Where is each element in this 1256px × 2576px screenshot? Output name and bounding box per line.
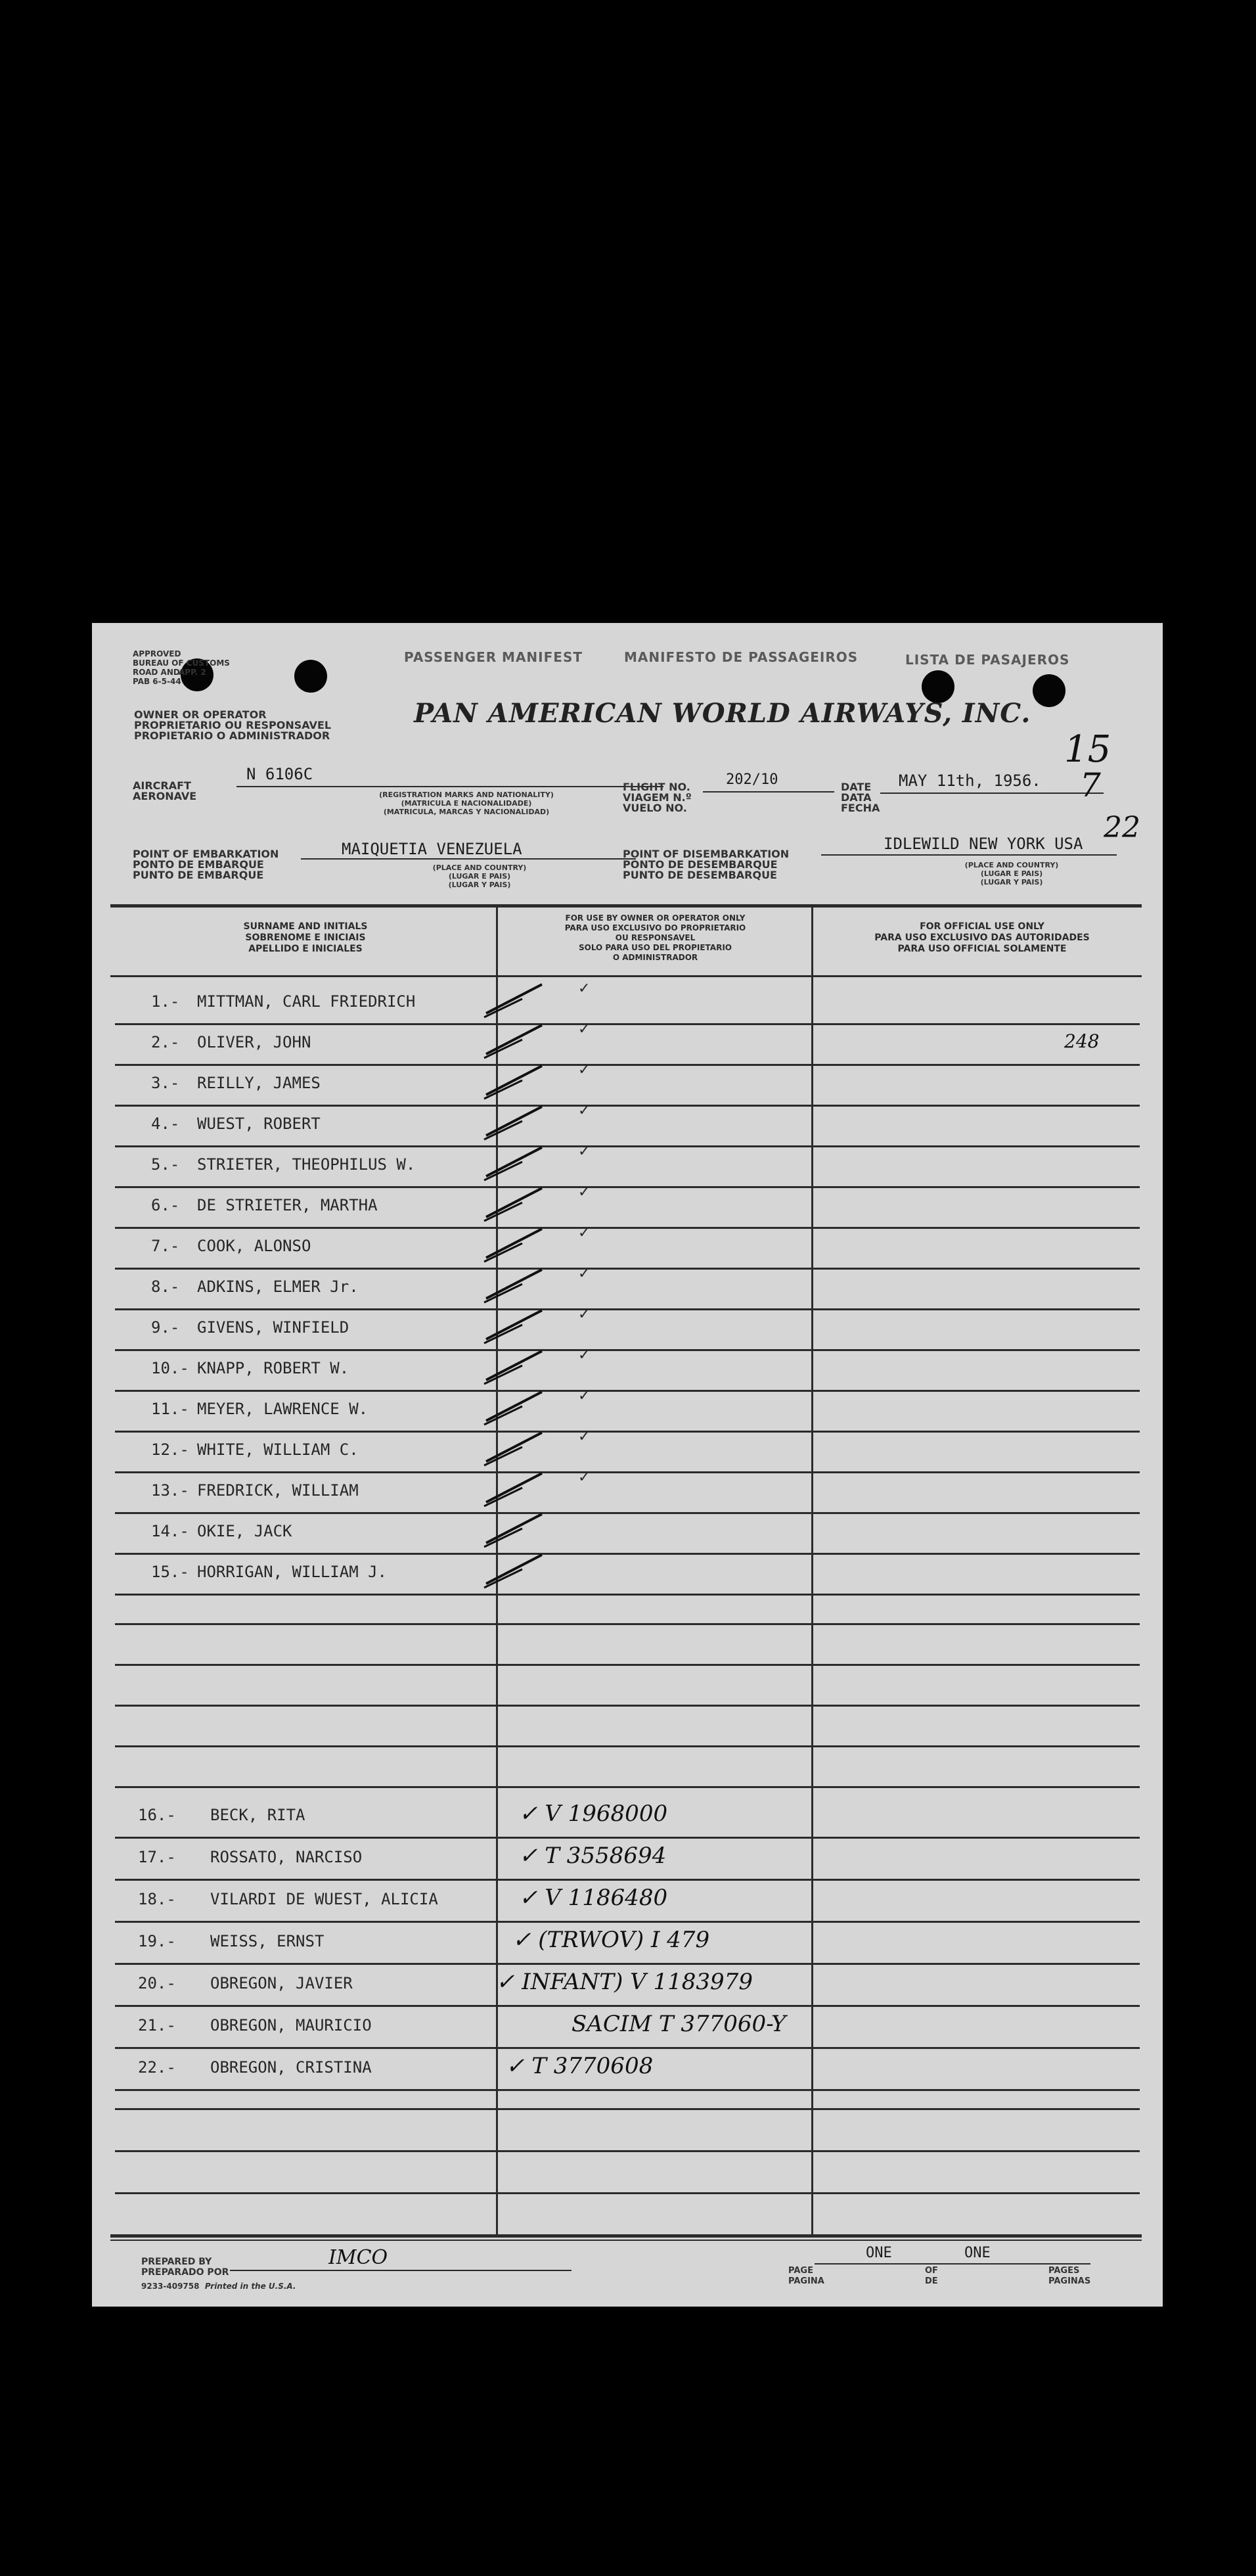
check-slash-mark [483, 1142, 555, 1182]
embark-sub: (PLACE AND COUNTRY) (LUGAR E PAIS) (LUGAR Y PAIS) [432, 863, 527, 889]
blank-row-line [115, 1664, 1140, 1666]
check-mark-icon: ✓ [578, 1225, 591, 1241]
check-mark-icon: ✓ [578, 1184, 591, 1201]
passenger-name: OKIE, JACK [197, 1522, 292, 1540]
passenger-name: VILARDI DE WUEST, ALICIA [210, 1890, 438, 1908]
table-row [92, 1469, 1163, 1514]
passenger-name: MITTMAN, CARL FRIEDRICH [197, 992, 416, 1011]
table-row [92, 1062, 1163, 1107]
table-row [92, 1553, 1163, 1596]
date-label: DATE DATA FECHA [841, 781, 880, 814]
column-header-official: FOR OFFICIAL USE ONLY PARA USO EXCLUSIVO DAS AUTORIDADES PARA USO OFFICIAL SOLAMENTE [874, 921, 1090, 954]
table-row [92, 1431, 1163, 1473]
row-number: 4.- [151, 1115, 180, 1133]
table-row [92, 1923, 1163, 1965]
row-number: 2.- [151, 1033, 180, 1051]
check-mark-icon: ✓ [578, 1306, 591, 1323]
row-number: 19.- [138, 1932, 176, 1950]
check-mark-icon: ✓ [578, 1347, 591, 1364]
passenger-name: REILLY, JAMES [197, 1074, 321, 1092]
aircraft-sub: (REGISTRATION MARKS AND NATIONALITY) (MATRICULA E NACIONALIDADE) (MATRICULA, MARCAS Y NACIONALIDAD) [379, 791, 554, 816]
aircraft-value: N 6106C [246, 765, 313, 783]
check-slash-mark [483, 1427, 555, 1467]
table-row [92, 1797, 1163, 1839]
check-slash-mark [483, 1183, 555, 1222]
passenger-name: DE STRIETER, MARTHA [197, 1196, 378, 1214]
row-number: 7.- [151, 1237, 180, 1255]
row-number: 18.- [138, 1890, 176, 1908]
disembark-sub: (PLACE AND COUNTRY) (LUGAR E PAIS) (LUGAR Y PAIS) [964, 861, 1059, 886]
check-slash-mark [483, 1224, 555, 1263]
blank-row-line [115, 2192, 1140, 2194]
owner-label: OWNER OR OPERATOR PROPRIETARIO OU RESPONSAVEL PROPIETARIO O ADMINISTRADOR [134, 708, 332, 742]
manifest-page [92, 623, 1163, 2307]
passenger-name: HORRIGAN, WILLIAM J. [197, 1563, 387, 1581]
column-header-name: SURNAME AND INITIALS SOBRENOME E INICIAIS APELLIDO E INICIALES [243, 921, 368, 954]
handwritten-note: ✓ V 1186480 [519, 1885, 668, 1911]
table-row [92, 1306, 1163, 1351]
check-slash-mark [483, 979, 555, 1019]
passenger-name: ADKINS, ELMER Jr. [197, 1277, 359, 1296]
date-value: MAY 11th, 1956. [899, 771, 1041, 790]
row-number: 12.- [151, 1440, 189, 1459]
blank-row-line [115, 2150, 1140, 2152]
table-row [92, 1388, 1163, 1433]
table-row [92, 1513, 1163, 1555]
row-number: 11.- [151, 1400, 189, 1418]
check-slash-mark [483, 1305, 555, 1345]
check-slash-mark [483, 1468, 555, 1507]
blank-row-line [115, 1705, 1140, 1707]
table-row [92, 2007, 1163, 2049]
row-number: 22.- [138, 2058, 176, 2077]
passenger-name: COOK, ALONSO [197, 1237, 311, 1255]
page-number: ONE [866, 2245, 892, 2261]
row-number: 10.- [151, 1359, 189, 1377]
table-row [92, 1225, 1163, 1270]
pages-label: PAGES PAGINAS [1048, 2266, 1091, 2286]
passenger-name: WHITE, WILLIAM C. [197, 1440, 359, 1459]
check-mark-icon: ✓ [578, 980, 591, 997]
punch-hole [1033, 674, 1065, 707]
passenger-name: OBREGON, CRISTINA [210, 2058, 372, 2077]
check-slash-mark [483, 1020, 555, 1059]
blank-row-line [115, 1745, 1140, 1747]
disembark-label: POINT OF DISEMBARKATION PONTO DE DESEMBARQUE PUNTO DE DESEMBARQUE [623, 848, 790, 881]
table-top-rule [110, 904, 1142, 908]
row-number: 13.- [151, 1481, 189, 1500]
handwritten-note: ✓ INFANT) V 1183979 [496, 1969, 753, 1995]
blank-row-line [115, 2108, 1140, 2110]
handwritten-mark: 15 [1064, 728, 1111, 771]
page-label: PAGE PAGINA [788, 2266, 824, 2286]
check-slash-mark [483, 1061, 555, 1100]
page-total: ONE [964, 2245, 991, 2261]
table-row [92, 1105, 1163, 1147]
aircraft-label: AIRCRAFT AERONAVE [133, 779, 197, 802]
row-number: 16.- [138, 1806, 176, 1824]
handwritten-note: ✓ V 1968000 [519, 1801, 668, 1827]
row-number: 1.- [151, 992, 180, 1011]
passenger-name: STRIETER, THEOPHILUS W. [197, 1155, 416, 1174]
table-row [92, 1184, 1163, 1229]
check-mark-icon: ✓ [578, 1143, 591, 1160]
passenger-name: BECK, RITA [210, 1806, 305, 1824]
passenger-name: OBREGON, JAVIER [210, 1974, 353, 1992]
check-slash-mark [483, 1550, 555, 1589]
row-number: 9.- [151, 1318, 180, 1337]
column-header-owner: FOR USE BY OWNER OR OPERATOR ONLY PARA USO EXCLUSIVO DO PROPRIETARIO OU RESPONSAVEL SOLO PARA USO DEL PROPIETARIO O ADMINISTRADOR [564, 913, 746, 962]
check-slash-mark [483, 1264, 555, 1304]
blank-row-line [115, 1623, 1140, 1625]
row-number: 3.- [151, 1074, 180, 1092]
table-row [92, 1021, 1163, 1066]
passenger-name: WUEST, ROBERT [197, 1115, 321, 1133]
blank-row-line [115, 1786, 1140, 1788]
check-mark-icon: ✓ [578, 1021, 591, 1038]
official-note: 248 [1064, 1030, 1100, 1052]
handwritten-mark: 7 [1080, 766, 1101, 804]
passenger-name: GIVENS, WINFIELD [197, 1318, 349, 1337]
form-number: 9233-409758 Printed in the U.S.A. [141, 2282, 296, 2291]
row-number: 5.- [151, 1155, 180, 1174]
embark-label: POINT OF EMBARKATION PONTO DE EMBARQUE PUNTO DE EMBARQUE [133, 848, 279, 881]
passenger-name: OLIVER, JOHN [197, 1033, 311, 1051]
table-row [92, 980, 1163, 1025]
flight-value: 202/10 [726, 771, 778, 788]
approval-block: APPROVED BUREAU OF CUSTOMS ROAD AND APP. 2 PAB 6-5-44 [133, 649, 230, 686]
row-number: 17.- [138, 1848, 176, 1866]
airline-name: PAN AMERICAN WORLD AIRWAYS, INC. [414, 698, 1031, 729]
row-number: 20.- [138, 1974, 176, 1992]
table-row [92, 1143, 1163, 1188]
table-row [92, 1881, 1163, 1923]
handwritten-note: ✓ T 3558694 [519, 1843, 667, 1869]
handwritten-mark: 22 [1104, 811, 1140, 844]
title-passenger-manifest: PASSENGER MANIFEST [404, 649, 583, 665]
prepared-by-signature: IMCO [328, 2246, 388, 2269]
check-slash-mark [483, 1346, 555, 1385]
handwritten-note: SACIM T 377060-Y [572, 2011, 786, 2037]
row-number: 21.- [138, 2016, 176, 2035]
table-row [92, 1268, 1163, 1310]
handwritten-note: ✓ (TRWOV) I 479 [512, 1927, 710, 1953]
check-slash-mark [483, 1509, 555, 1548]
passenger-name: FREDRICK, WILLIAM [197, 1481, 359, 1500]
check-slash-mark [483, 1387, 555, 1426]
check-mark-icon: ✓ [578, 1062, 591, 1078]
table-row [92, 2049, 1163, 2091]
check-mark-icon: ✓ [578, 1103, 591, 1119]
disembark-value: IDLEWILD NEW YORK USA [884, 835, 1083, 853]
check-mark-icon: ✓ [578, 1388, 591, 1404]
passenger-name: WEISS, ERNST [210, 1932, 325, 1950]
embark-value: MAIQUETIA VENEZUELA [342, 840, 522, 858]
of-label: OF DE [925, 2266, 938, 2286]
passenger-name: KNAPP, ROBERT W. [197, 1359, 349, 1377]
title-lista-pasajeros: LISTA DE PASAJEROS [905, 652, 1070, 668]
prepared-by-label: PREPARED BY PREPARADO POR [141, 2257, 229, 2278]
handwritten-note: ✓ T 3770608 [506, 2053, 654, 2079]
passenger-name: MEYER, LAWRENCE W. [197, 1400, 369, 1418]
title-manifesto-passageiros: MANIFESTO DE PASSAGEIROS [624, 649, 859, 665]
row-number: 14.- [151, 1522, 189, 1540]
punch-hole [294, 660, 327, 693]
passenger-name: ROSSATO, NARCISO [210, 1848, 363, 1866]
table-bottom-rule [110, 2234, 1142, 2238]
row-number: 15.- [151, 1563, 189, 1581]
check-mark-icon: ✓ [578, 1429, 591, 1445]
check-slash-mark [483, 1101, 555, 1141]
row-number: 6.- [151, 1196, 180, 1214]
passenger-name: OBREGON, MAURICIO [210, 2016, 372, 2035]
table-row [92, 1965, 1163, 2007]
flight-label: FLIGHT NO. VIAGEM N.º VUELO NO. [623, 781, 692, 814]
row-number: 8.- [151, 1277, 180, 1296]
check-mark-icon: ✓ [578, 1266, 591, 1282]
table-row [92, 1347, 1163, 1392]
check-mark-icon: ✓ [578, 1469, 591, 1486]
table-row [92, 1839, 1163, 1881]
